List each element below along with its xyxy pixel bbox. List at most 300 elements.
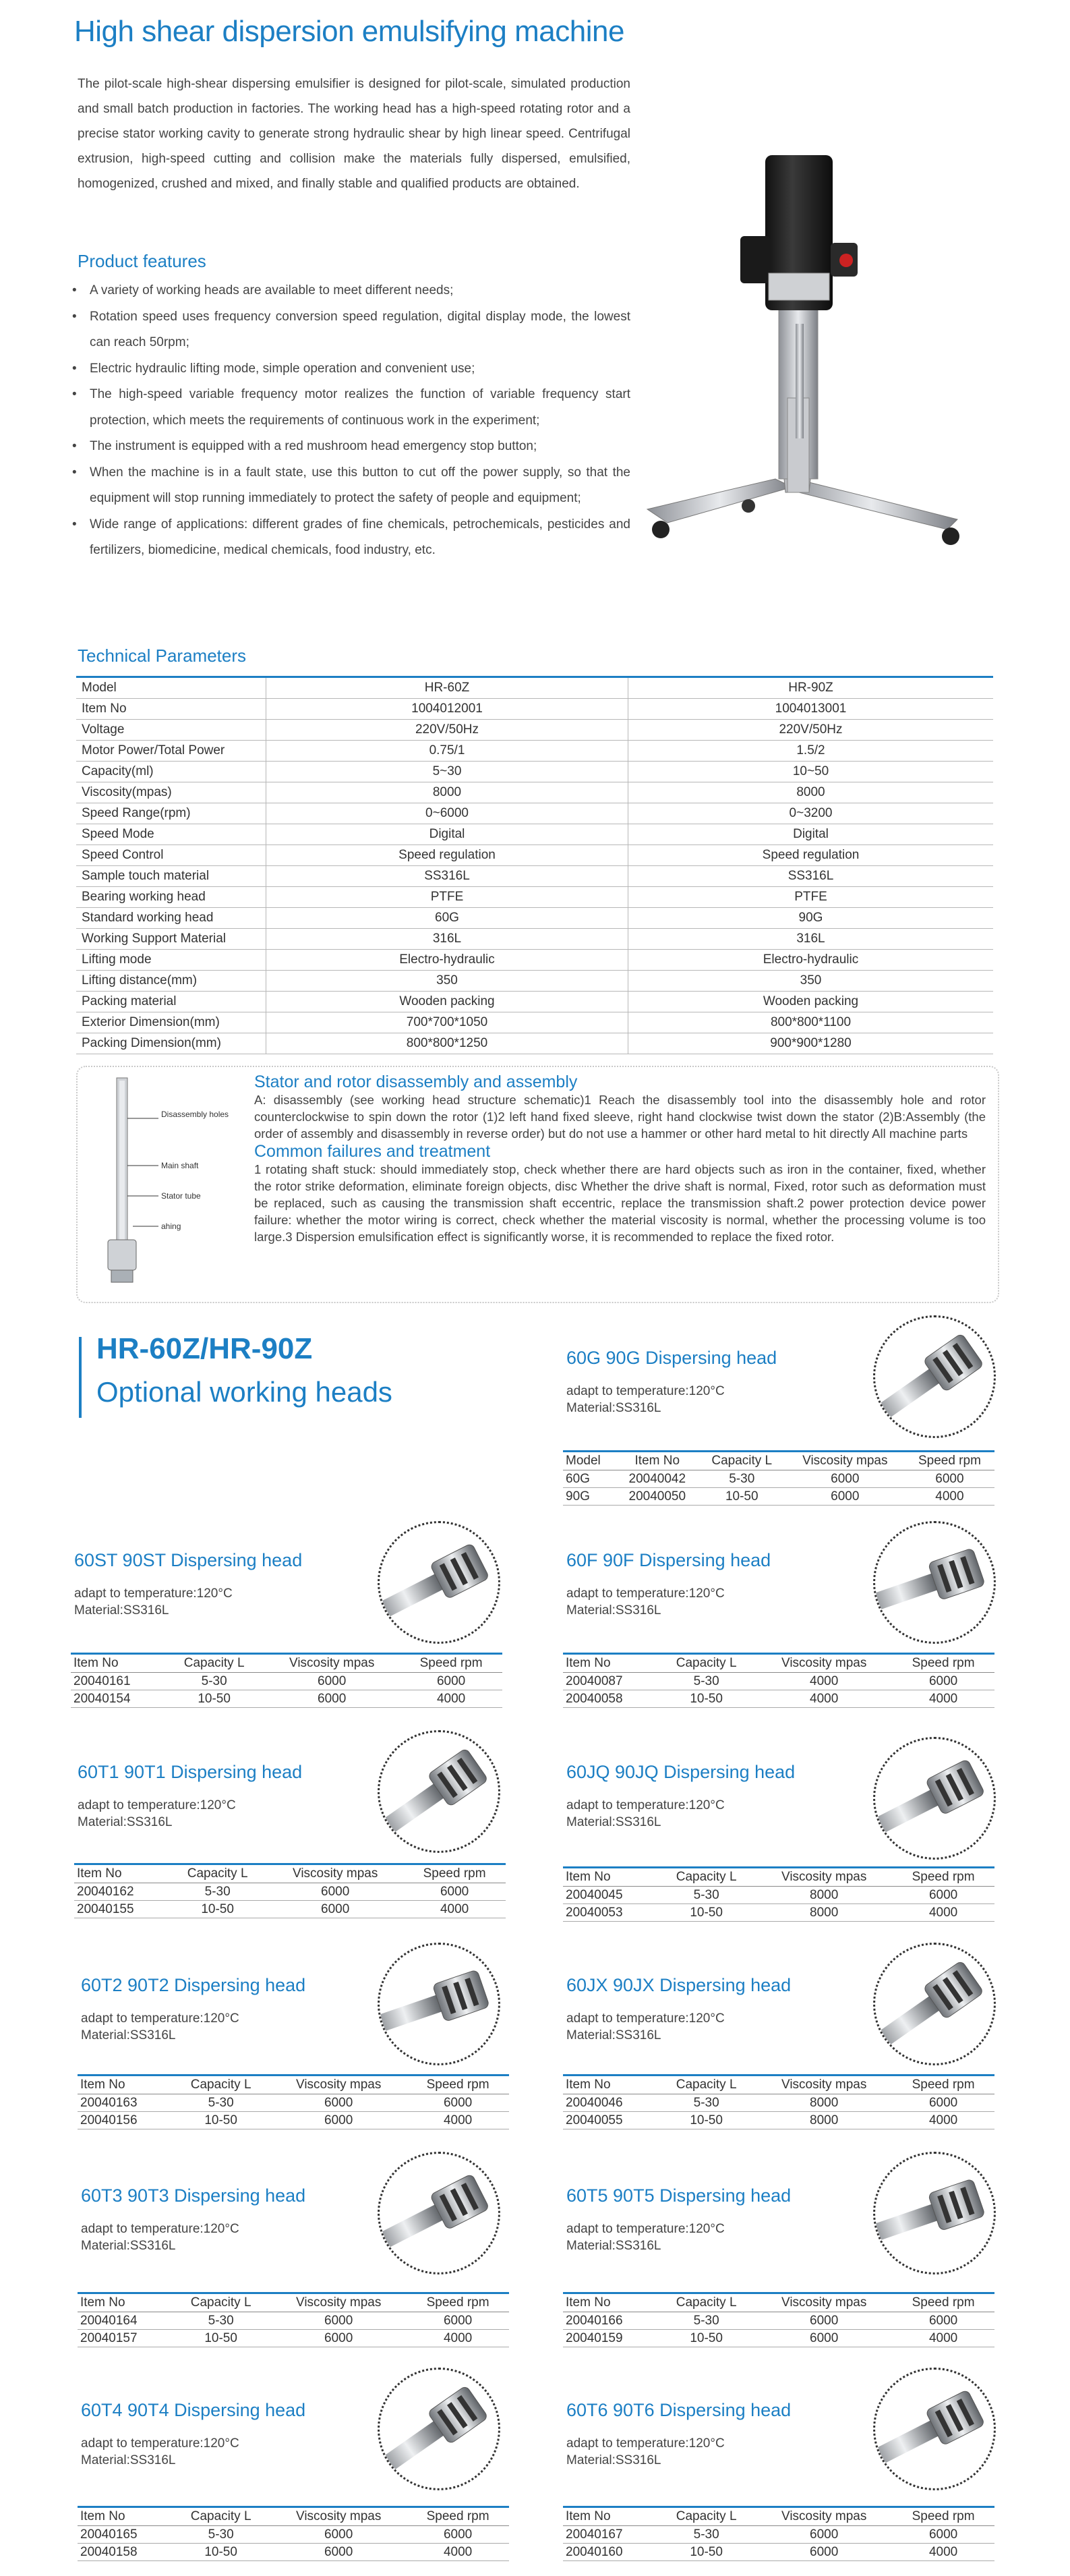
head-temperature: adapt to temperature:120°C [566, 2436, 725, 2451]
params-cell: Model [76, 677, 266, 699]
head-spec-table [563, 2074, 994, 2129]
head-spec-col: Capacity L [171, 2507, 270, 2526]
params-cell: PTFE [266, 887, 628, 908]
head-spec-row [78, 2526, 509, 2544]
head-spec-col: Speed rpm [892, 1654, 994, 1673]
params-row [76, 971, 993, 992]
head-spec-row [563, 1488, 994, 1506]
params-row [76, 699, 993, 720]
head-material: Material:SS316L [566, 2028, 661, 2042]
params-row [76, 845, 993, 866]
params-cell: 8000 [266, 782, 628, 803]
params-cell: 350 [628, 971, 994, 992]
head-spec-cell: 6000 [270, 2526, 407, 2544]
head-spec-col: Viscosity mpas [756, 1654, 892, 1673]
params-row [76, 929, 993, 950]
head-spec-col: Speed rpm [407, 2293, 509, 2312]
head-spec-col: Viscosity mpas [756, 1868, 892, 1887]
head-material: Material:SS316L [74, 1603, 169, 1618]
head-temperature: adapt to temperature:120°C [566, 2011, 725, 2026]
params-row [76, 1012, 993, 1033]
head-spec-header [563, 1452, 994, 1470]
head-spec-cell: 6000 [756, 2544, 892, 2561]
head-spec-cell: 4000 [905, 1488, 994, 1506]
params-cell: Bearing working head [76, 887, 266, 908]
head-spec-cell: 10-50 [168, 1901, 267, 1918]
head-spec-table [563, 2506, 994, 2561]
head-spec-cell: 20040157 [78, 2330, 171, 2347]
head-spec-cell: 4000 [756, 1690, 892, 1708]
head-spec-cell: 8000 [756, 1904, 892, 1922]
head-spec-col: Item No [563, 2293, 657, 2312]
head-spec-cell: 5-30 [171, 2312, 270, 2330]
head-material: Material:SS316L [566, 2239, 661, 2253]
head-temperature: adapt to temperature:120°C [74, 1586, 233, 1601]
head-spec-cell: 6000 [267, 1883, 403, 1901]
head-spec-col: Viscosity mpas [785, 1452, 905, 1470]
head-spec-cell: 6000 [270, 2544, 407, 2561]
head-spec-table [78, 2292, 509, 2347]
head-spec-cell: 6000 [892, 2312, 994, 2330]
head-title: 60G 90G Dispersing head [566, 1348, 777, 1368]
head-spec-cell: 10-50 [657, 2544, 756, 2561]
params-cell: Motor Power/Total Power [76, 741, 266, 762]
head-image [873, 2152, 996, 2274]
params-table [76, 676, 993, 1054]
head-spec-cell: 20040162 [74, 1883, 168, 1901]
head-spec-cell: 20040050 [616, 1488, 699, 1506]
params-cell: SS316L [266, 866, 628, 887]
head-temperature: adapt to temperature:120°C [81, 2011, 239, 2026]
head-spec-col: Item No [74, 1864, 168, 1883]
head-spec-cell: 4000 [892, 2112, 994, 2129]
head-spec-cell: 10-50 [657, 1690, 756, 1708]
diagram-label: Disassembly holes [161, 1110, 229, 1119]
params-cell: 350 [266, 971, 628, 992]
head-spec-col: Item No [71, 1654, 165, 1673]
head-info [74, 1585, 233, 1619]
head-info [566, 2010, 725, 2044]
head-spec-col: Viscosity mpas [270, 2507, 407, 2526]
params-cell: Lifting distance(mm) [76, 971, 266, 992]
head-spec-row [563, 1690, 994, 1708]
params-cell: 900*900*1280 [628, 1033, 994, 1054]
params-cell: Speed Mode [76, 824, 266, 845]
options-title: HR-60Z/HR-90Z [96, 1332, 313, 1365]
head-spec-cell: 20040158 [78, 2544, 171, 2561]
head-info [566, 2435, 725, 2469]
head-spec-header [563, 1868, 994, 1887]
head-spec-cell: 6000 [892, 2526, 994, 2544]
head-spec-table [563, 1866, 994, 1922]
params-cell: SS316L [628, 866, 994, 887]
feature-item: • The high-speed variable frequency motor realizes the function of variable frequency start protection, which meets the requirements of continuous work in the experiment; [71, 382, 630, 434]
head-image [378, 1521, 500, 1644]
head-spec-cell: 10-50 [165, 1690, 264, 1708]
head-title: 60T2 90T2 Dispersing head [81, 1975, 306, 1995]
head-title: 60T6 90T6 Dispersing head [566, 2400, 792, 2420]
head-spec-row [74, 1901, 506, 1918]
head-temperature: adapt to temperature:120°C [566, 1586, 725, 1601]
head-spec-header [563, 2293, 994, 2312]
head-spec-cell: 20040087 [563, 1673, 657, 1690]
head-spec-row [78, 2544, 509, 2561]
params-row [76, 950, 993, 971]
head-spec-cell: 4000 [407, 2112, 509, 2129]
head-spec-cell: 6000 [407, 2526, 509, 2544]
params-heading: Technical Parameters [78, 646, 246, 666]
head-info [566, 1383, 725, 1416]
head-info [81, 2010, 239, 2044]
params-row [76, 677, 993, 699]
head-spec-col: Capacity L [699, 1452, 785, 1470]
head-spec-cell: 4000 [407, 2544, 509, 2561]
params-row [76, 1033, 993, 1054]
head-spec-row [74, 1883, 506, 1901]
head-spec-col: Capacity L [657, 2076, 756, 2094]
head-spec-col: Item No [563, 2076, 657, 2094]
head-spec-col: Item No [78, 2293, 171, 2312]
head-material: Material:SS316L [81, 2453, 176, 2467]
head-spec-cell: 10-50 [699, 1488, 785, 1506]
head-spec-cell: 4000 [892, 1904, 994, 1922]
head-spec-col: Speed rpm [892, 2293, 994, 2312]
head-temperature: adapt to temperature:120°C [81, 2222, 239, 2236]
params-cell: 90G [628, 908, 994, 929]
head-spec-cell: 4000 [892, 2330, 994, 2347]
params-cell: 800*800*1100 [628, 1012, 994, 1033]
title-accent-bar [79, 1337, 82, 1418]
head-info [566, 1585, 725, 1619]
head-spec-cell: 20040160 [563, 2544, 657, 2561]
head-spec-header [78, 2507, 509, 2526]
feature-item: • Electric hydraulic lifting mode, simple operation and convenient use; [71, 356, 630, 382]
head-spec-cell: 5-30 [171, 2526, 270, 2544]
head-spec-col: Speed rpm [407, 2507, 509, 2526]
params-cell: Standard working head [76, 908, 266, 929]
head-spec-cell: 5-30 [165, 1673, 264, 1690]
params-cell: Exterior Dimension(mm) [76, 1012, 266, 1033]
head-spec-cell: 10-50 [657, 2112, 756, 2129]
head-spec-row [78, 2330, 509, 2347]
head-spec-cell: 4000 [756, 1673, 892, 1690]
params-cell: Sample touch material [76, 866, 266, 887]
head-spec-cell: 10-50 [171, 2330, 270, 2347]
head-title: 60F 90F Dispersing head [566, 1550, 771, 1570]
head-spec-header [71, 1654, 502, 1673]
head-spec-col: Speed rpm [403, 1864, 506, 1883]
params-cell: 220V/50Hz [628, 720, 994, 741]
feature-item: • When the machine is in a fault state, use this button to cut off the power supply, so that the equipment will stop running immediately to protect the safety of people and equipment; [71, 460, 630, 512]
head-spec-col: Viscosity mpas [756, 2507, 892, 2526]
head-spec-row [563, 1887, 994, 1904]
machine-image [641, 142, 991, 580]
head-spec-col: Capacity L [657, 1654, 756, 1673]
head-spec-cell: 20040164 [78, 2312, 171, 2330]
head-spec-cell: 20040046 [563, 2094, 657, 2112]
params-cell: 316L [266, 929, 628, 950]
head-spec-row [71, 1690, 502, 1708]
params-cell: Capacity(ml) [76, 762, 266, 782]
params-cell: Packing Dimension(mm) [76, 1033, 266, 1054]
head-spec-cell: 20040159 [563, 2330, 657, 2347]
params-cell: 220V/50Hz [266, 720, 628, 741]
head-spec-cell: 20040165 [78, 2526, 171, 2544]
head-spec-header [78, 2076, 509, 2094]
head-image [873, 1521, 996, 1644]
params-row [76, 741, 993, 762]
head-temperature: adapt to temperature:120°C [566, 1384, 725, 1398]
head-spec-row [563, 2312, 994, 2330]
head-temperature: adapt to temperature:120°C [566, 2222, 725, 2236]
head-spec-cell: 10-50 [657, 2330, 756, 2347]
head-spec-col: Capacity L [657, 1868, 756, 1887]
params-cell: 1004013001 [628, 699, 994, 720]
head-spec-header [74, 1864, 506, 1883]
head-spec-cell: 8000 [756, 1887, 892, 1904]
head-info [566, 1797, 725, 1831]
params-cell: Wooden packing [266, 992, 628, 1012]
head-spec-col: Speed rpm [407, 2076, 509, 2094]
head-temperature: adapt to temperature:120°C [78, 1798, 236, 1812]
head-spec-cell: 10-50 [171, 2112, 270, 2129]
head-spec-cell: 20040155 [74, 1901, 168, 1918]
head-spec-cell: 20040163 [78, 2094, 171, 2112]
head-spec-col: Viscosity mpas [270, 2293, 407, 2312]
head-spec-cell: 6000 [785, 1470, 905, 1488]
head-spec-cell: 60G [563, 1470, 616, 1488]
head-spec-row [563, 2112, 994, 2129]
head-spec-cell: 20040055 [563, 2112, 657, 2129]
head-spec-col: Capacity L [657, 2293, 756, 2312]
params-cell: 0.75/1 [266, 741, 628, 762]
head-spec-col: Viscosity mpas [756, 2076, 892, 2094]
params-cell: Electro-hydraulic [266, 950, 628, 971]
failures-heading: Common failures and treatment [254, 1142, 491, 1161]
params-cell: 8000 [628, 782, 994, 803]
head-spec-cell: 4000 [400, 1690, 502, 1708]
params-cell: 800*800*1250 [266, 1033, 628, 1054]
params-cell: Wooden packing [628, 992, 994, 1012]
params-cell: Speed Control [76, 845, 266, 866]
params-row [76, 803, 993, 824]
head-spec-row [563, 2094, 994, 2112]
head-spec-cell: 4000 [892, 1690, 994, 1708]
head-spec-header [563, 2076, 994, 2094]
params-cell: 10~50 [628, 762, 994, 782]
head-image [873, 2368, 996, 2490]
head-spec-row [563, 2526, 994, 2544]
head-spec-header [78, 2293, 509, 2312]
head-material: Material:SS316L [566, 1603, 661, 1618]
params-row [76, 887, 993, 908]
head-spec-cell: 20040156 [78, 2112, 171, 2129]
head-image [378, 1943, 500, 2065]
head-spec-cell: 6000 [905, 1470, 994, 1488]
feature-item: • The instrument is equipped with a red mushroom head emergency stop button; [71, 434, 630, 460]
head-temperature: adapt to temperature:120°C [566, 1798, 725, 1812]
params-cell: 700*700*1050 [266, 1012, 628, 1033]
head-spec-row [78, 2094, 509, 2112]
head-spec-header [563, 2507, 994, 2526]
head-spec-col: Speed rpm [892, 2076, 994, 2094]
params-cell: Viscosity(mpas) [76, 782, 266, 803]
params-cell: 1004012001 [266, 699, 628, 720]
head-spec-cell: 6000 [756, 2330, 892, 2347]
feature-item: • Wide range of applications: different grades of fine chemicals, petrochemicals, pesticides and fertilizers, biomedicine, medical chemicals, food industry, etc. [71, 512, 630, 564]
head-title: 60T3 90T3 Dispersing head [81, 2185, 306, 2206]
head-spec-cell: 6000 [270, 2112, 407, 2129]
head-spec-row [563, 2330, 994, 2347]
features-list [71, 278, 630, 564]
params-cell: Digital [628, 824, 994, 845]
diagram-label: Main shaft [161, 1161, 199, 1170]
page-title: High shear dispersion emulsifying machine [74, 15, 624, 48]
assembly-heading: Stator and rotor disassembly and assembly [254, 1072, 578, 1091]
head-spec-table [71, 1653, 502, 1708]
params-cell: HR-60Z [266, 677, 628, 699]
head-spec-cell: 20040166 [563, 2312, 657, 2330]
params-row [76, 824, 993, 845]
params-cell: 0~6000 [266, 803, 628, 824]
head-spec-cell: 6000 [892, 1673, 994, 1690]
head-title: 60T5 90T5 Dispersing head [566, 2185, 792, 2206]
head-title: 60T1 90T1 Dispersing head [78, 1762, 303, 1782]
head-spec-row [78, 2112, 509, 2129]
head-spec-row [563, 1904, 994, 1922]
assembly-text [254, 1072, 986, 1245]
head-spec-cell: 20040042 [616, 1470, 699, 1488]
head-spec-cell: 5-30 [657, 2312, 756, 2330]
head-title: 60JQ 90JQ Dispersing head [566, 1762, 796, 1782]
head-spec-row [563, 1470, 994, 1488]
head-material: Material:SS316L [566, 1815, 661, 1829]
params-cell: 316L [628, 929, 994, 950]
head-spec-cell: 20040045 [563, 1887, 657, 1904]
head-spec-col: Model [563, 1452, 616, 1470]
head-image [378, 2368, 500, 2490]
head-spec-cell: 6000 [785, 1488, 905, 1506]
head-material: Material:SS316L [81, 2239, 176, 2253]
head-image [873, 1943, 996, 2065]
head-spec-cell: 20040154 [71, 1690, 165, 1708]
head-info [81, 2221, 239, 2254]
params-cell: Speed Range(rpm) [76, 803, 266, 824]
params-cell: HR-90Z [628, 677, 994, 699]
params-row [76, 720, 993, 741]
feature-item: • Rotation speed uses frequency conversion speed regulation, digital display mode, the lowest can reach 50rpm; [71, 304, 630, 356]
head-spec-cell: 4000 [403, 1901, 506, 1918]
head-spec-cell: 6000 [264, 1690, 400, 1708]
intro-paragraph: The pilot-scale high-shear dispersing emulsifier is designed for pilot-scale, simulated production and small batch production in factories. The working head has a high-speed rotating rotor and a precise stator working cavity to generate strong hydraulic shear by high linear speed. Centrifugal extrusion, high-speed cutting and collision make the materials fully dispersed, emulsified, homogenized, crushed and mixed, and finally stable and qualified products are obtained. [78, 77, 630, 191]
head-spec-table [78, 2506, 509, 2561]
head-spec-col: Item No [563, 1868, 657, 1887]
head-spec-col: Capacity L [168, 1864, 267, 1883]
params-cell: Electro-hydraulic [628, 950, 994, 971]
head-spec-cell: 5-30 [657, 1887, 756, 1904]
head-spec-cell: 10-50 [657, 1904, 756, 1922]
head-spec-col: Capacity L [165, 1654, 264, 1673]
head-spec-cell: 6000 [270, 2330, 407, 2347]
head-spec-cell: 5-30 [171, 2094, 270, 2112]
head-spec-cell: 6000 [756, 2312, 892, 2330]
head-spec-cell: 8000 [756, 2094, 892, 2112]
params-cell: 0~3200 [628, 803, 994, 824]
assembly-panel [76, 1066, 999, 1303]
head-material: Material:SS316L [78, 1815, 173, 1829]
head-image [378, 2152, 500, 2274]
head-spec-table [563, 1450, 994, 1506]
diagram-label: Stator tube [161, 1191, 201, 1201]
head-spec-cell: 6000 [400, 1673, 502, 1690]
head-spec-col: Item No [78, 2076, 171, 2094]
head-title: 60T4 90T4 Dispersing head [81, 2400, 306, 2420]
head-spec-table [74, 1863, 506, 1918]
head-info [78, 1797, 236, 1831]
head-temperature: adapt to temperature:120°C [81, 2436, 239, 2451]
head-spec-cell: 6000 [892, 1887, 994, 1904]
head-image [873, 1315, 996, 1438]
params-cell: Packing material [76, 992, 266, 1012]
options-subtitle: Optional working heads [96, 1376, 392, 1408]
head-spec-cell: 5-30 [657, 2094, 756, 2112]
head-spec-cell: 6000 [270, 2094, 407, 2112]
head-spec-cell: 10-50 [171, 2544, 270, 2561]
head-spec-cell: 5-30 [168, 1883, 267, 1901]
params-row [76, 992, 993, 1012]
params-row [76, 782, 993, 803]
head-image [378, 1730, 500, 1853]
head-spec-row [71, 1673, 502, 1690]
feature-item: • A variety of working heads are available to meet different needs; [71, 278, 630, 304]
head-spec-row [78, 2312, 509, 2330]
head-spec-cell: 5-30 [657, 2526, 756, 2544]
head-spec-cell: 4000 [407, 2330, 509, 2347]
params-cell: Voltage [76, 720, 266, 741]
params-cell: Digital [266, 824, 628, 845]
working-head-diagram [91, 1071, 246, 1294]
head-spec-cell: 6000 [892, 2094, 994, 2112]
head-info [81, 2435, 239, 2469]
head-spec-col: Capacity L [171, 2076, 270, 2094]
head-spec-cell: 20040167 [563, 2526, 657, 2544]
params-cell: Item No [76, 699, 266, 720]
head-spec-table [78, 2074, 509, 2129]
head-spec-table [563, 1653, 994, 1708]
head-spec-header [563, 1654, 994, 1673]
head-spec-cell: 20040058 [563, 1690, 657, 1708]
head-spec-cell: 6000 [407, 2094, 509, 2112]
head-spec-cell: 5-30 [699, 1470, 785, 1488]
head-spec-col: Speed rpm [905, 1452, 994, 1470]
head-spec-cell: 90G [563, 1488, 616, 1506]
head-spec-cell: 8000 [756, 2112, 892, 2129]
params-cell: 1.5/2 [628, 741, 994, 762]
head-spec-table [563, 2292, 994, 2347]
head-spec-cell: 20040053 [563, 1904, 657, 1922]
head-spec-col: Speed rpm [400, 1654, 502, 1673]
params-cell: 60G [266, 908, 628, 929]
head-material: Material:SS316L [566, 1401, 661, 1415]
params-cell: Speed regulation [266, 845, 628, 866]
head-spec-col: Speed rpm [892, 1868, 994, 1887]
head-spec-cell: 6000 [407, 2312, 509, 2330]
assembly-paragraph: A: disassembly (see working head structure schematic)1 Reach the disassembly tool into the disassembly hole and rotor counterclockwise to spin down the rotor (1)2 left hand fixed sleeve, right hand clockwise twist down the stator (2)B:Assembly (the order of assembly and disassembly in reverse order) but do not use a hammer or other hard metal to hit directly All machine parts [254, 1093, 986, 1141]
failures-paragraph: 1 rotating shaft stuck: should immediately stop, check whether there are hard objects such as iron in the container, fixed, whether the rotor strike deformation, eliminate foreign objects, disc Whether the drive shaft is normal, Fixed, rotor such as deformation must be replaced, such as causing the transmission shaft eccentric, replace the transmission shaft.2 power protection device power failure: whether the motor wiring is correct, check whether the material viscosity is normal, whether the processing volume is too large.3 Dispersion emulsification effect is significantly worse, it is recommended to replace the fixed rotor. [254, 1162, 986, 1244]
head-spec-col: Viscosity mpas [270, 2076, 407, 2094]
params-cell: Working Support Material [76, 929, 266, 950]
head-spec-row [563, 2544, 994, 2561]
